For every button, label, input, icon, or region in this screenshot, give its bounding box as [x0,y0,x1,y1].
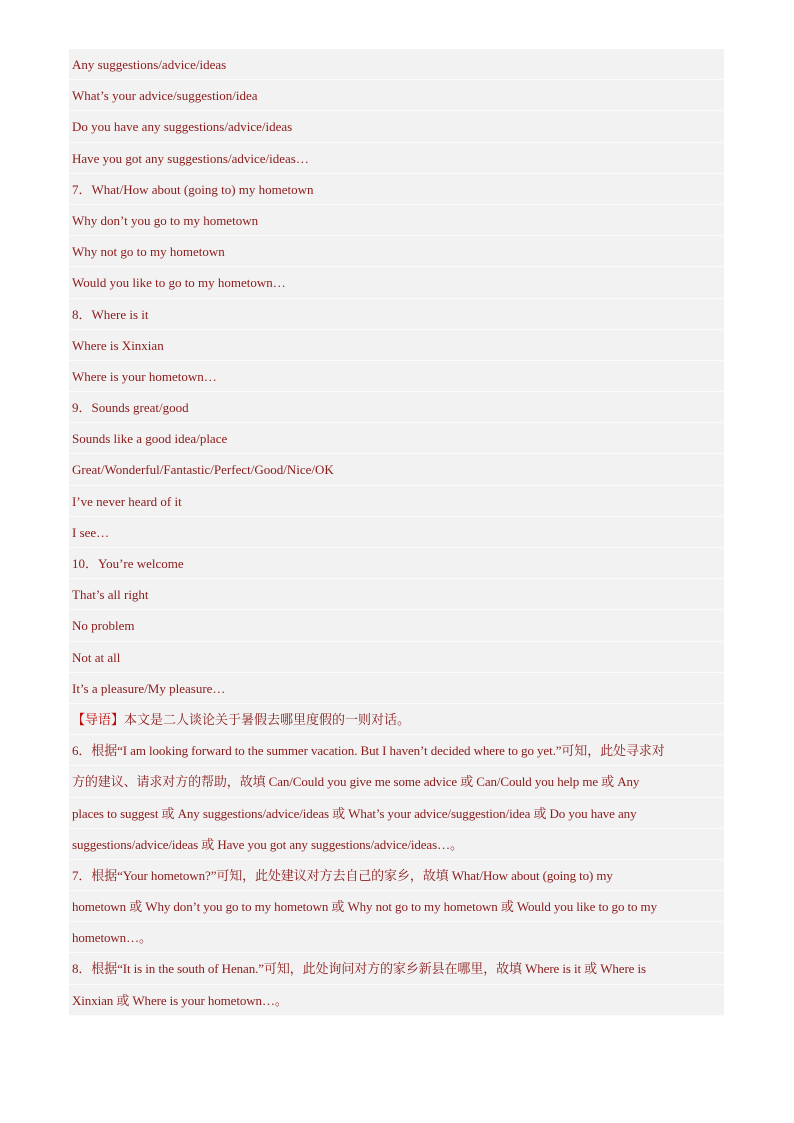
answer-line: Where is Xinxian [69,330,724,361]
guide-text: 本文是二人谈论关于暑假去哪里度假的一则对话。 [124,711,411,727]
explanation-line: Xinxian 或 Where is your hometown…。 [69,985,724,1016]
explanation-line: hometown 或 Why don’t you go to my hometown 或 Why not go to my hometown 或 Would you like to go to my [69,891,724,922]
answer-heading-8: 8．Where is it [69,299,724,330]
explanation-line: 8．根据“It is in the south of Henan.”可知，此处询问对方的家乡新县在哪里，故填 Where is it 或 Where is [69,953,724,984]
answer-line: Why don’t you go to my hometown [69,205,724,236]
answer-line: What’s your advice/suggestion/idea [69,80,724,111]
answer-line: Why not go to my hometown [69,236,724,267]
answer-document [69,49,724,1016]
answer-line: That’s all right [69,579,724,610]
answer-heading-7: 7．What/How about (going to) my hometown [69,174,724,205]
answer-line: Sounds like a good idea/place [69,423,724,454]
answer-line: Where is your hometown… [69,361,724,392]
explanation-line: places to suggest 或 Any suggestions/advice/ideas 或 What’s your advice/suggestion/idea 或 Do you have any [69,798,724,829]
answer-line: No problem [69,610,724,641]
answer-line: Have you got any suggestions/advice/ideas… [69,143,724,174]
explanation-line: hometown…。 [69,922,724,953]
answer-line: I see… [69,517,724,548]
explanation-line: suggestions/advice/ideas 或 Have you got any suggestions/advice/ideas…。 [69,829,724,860]
guide-tag: 【导语】 [72,711,125,727]
answer-line: Any suggestions/advice/ideas [69,49,724,80]
answer-line: Do you have any suggestions/advice/ideas [69,111,724,142]
explanation-line: 7．根据“Your hometown?”可知，此处建议对方去自己的家乡，故填 What/How about (going to) my [69,860,724,891]
answer-line: It’s a pleasure/My pleasure… [69,673,724,704]
explanation-line: 方的建议、请求对方的帮助，故填 Can/Could you give me some advice 或 Can/Could you help me 或 Any [69,766,724,797]
answer-heading-9: 9．Sounds great/good [69,392,724,423]
answer-line: Not at all [69,642,724,673]
guide-line [69,704,724,735]
answer-line: I’ve never heard of it [69,486,724,517]
answer-heading-10: 10．You’re welcome [69,548,724,579]
answer-line: Great/Wonderful/Fantastic/Perfect/Good/Nice/OK [69,454,724,485]
explanation-line: 6．根据“I am looking forward to the summer vacation. But I haven’t decided where to go yet.”可知，此处寻求对 [69,735,724,766]
answer-line: Would you like to go to my hometown… [69,267,724,298]
